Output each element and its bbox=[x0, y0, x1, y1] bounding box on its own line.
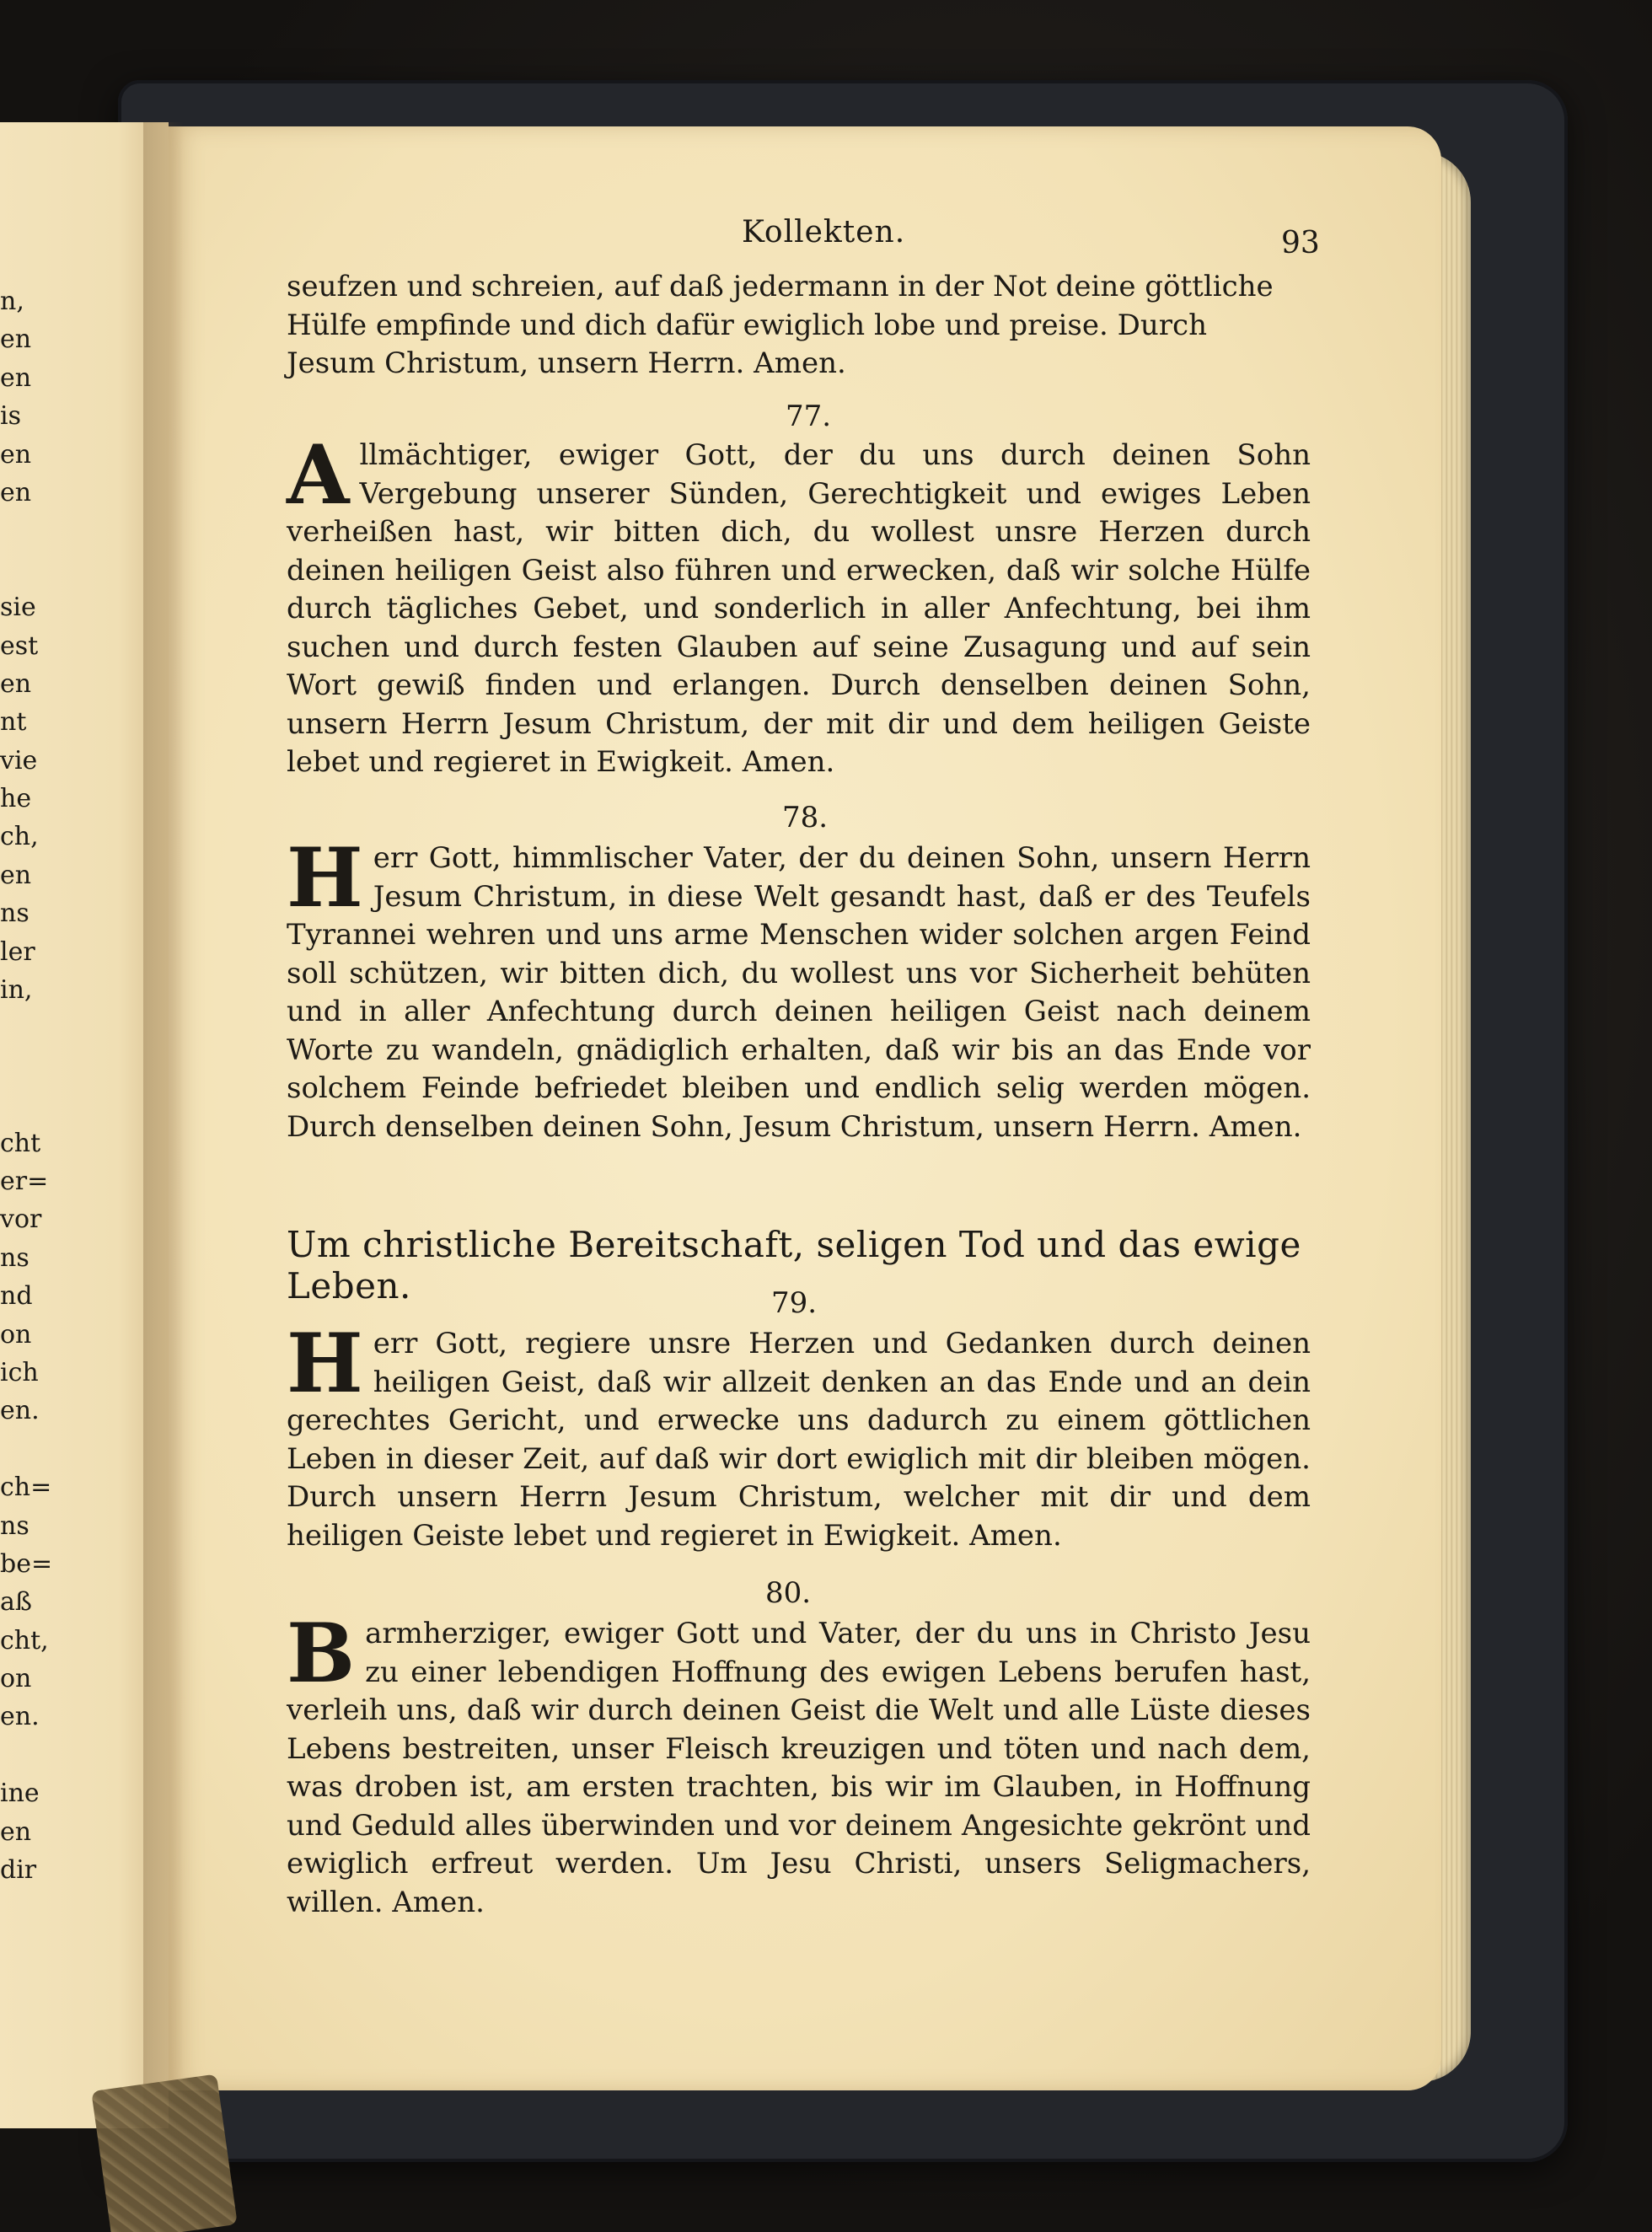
left-page-fragment bbox=[0, 550, 38, 588]
left-page-fragment: nt bbox=[0, 707, 27, 738]
left-page-fragment: be= bbox=[0, 1548, 53, 1579]
collect-text: armherziger, ewiger Gott und Vater, der du uns in Christo Jesu zu einer lebendigen Hoffnung des ewigen Lebens berufen hast, verleih uns, daß wir durch deinen Geist die Welt und alle Lüste dieses Lebens bestreiten, unser Fleisch kreuzigen und töten und nach dem, was droben ist, am ersten trachten, bis wir im Glauben, in Hoffnung und Geduld alles überwinden und vor deinem Angesichte gekrönt und ewiglich erfreut werden. Um Jesu Christi, unsers Seligmachers, willen. Amen. bbox=[287, 1617, 1311, 1919]
drop-cap: A bbox=[287, 427, 350, 523]
left-page-fragment: cht, bbox=[0, 1625, 49, 1655]
left-page-fragment: ich bbox=[0, 1357, 39, 1387]
left-page-text-fragments bbox=[0, 282, 53, 1889]
drop-cap: H bbox=[287, 830, 363, 926]
left-page-fragment: vor bbox=[0, 1205, 42, 1235]
left-page-fragment: dir bbox=[0, 1855, 37, 1886]
left-page-fragment: sie bbox=[0, 593, 36, 623]
collect-number: 78. bbox=[782, 801, 829, 834]
left-page-fragment: en bbox=[0, 439, 32, 469]
left-page-fragment: en bbox=[0, 1816, 32, 1847]
left-page-fragment: en bbox=[0, 860, 32, 890]
left-page-fragment: vie bbox=[0, 745, 38, 775]
left-page-fragment: in, bbox=[0, 975, 33, 1006]
drop-cap: B bbox=[287, 1606, 356, 1701]
left-page-fragment: ine bbox=[0, 1779, 40, 1809]
left-page-fragment: est bbox=[0, 630, 39, 661]
left-page-fragment: en bbox=[0, 325, 32, 355]
left-page-fragment: on bbox=[0, 1664, 32, 1694]
collect-80 bbox=[287, 1606, 1311, 1922]
left-page-fragment: is bbox=[0, 401, 21, 432]
left-page-fragment: ns bbox=[0, 899, 30, 929]
left-page-fragment: ch, bbox=[0, 822, 39, 852]
drop-cap: H bbox=[287, 1316, 363, 1411]
intro-line: Hülfe empfinde und dich dafür ewiglich lobe und preise. Durch bbox=[287, 308, 1207, 342]
collect-text: err Gott, regiere unsre Herzen und Gedanken durch deinen heiligen Geist, daß wir allzeit denken an das Ende und an dein gerechtes Gericht, und erwecke uns dadurch zu einem göttlichen Leben in dieser Zeit, auf daß wir dort ewiglich mit dir bleiben mögen. Durch unsern Herrn Jesum Christum, welcher mit dir und dem heiligen Geiste lebet und regieret in Ewigkeit. Amen. bbox=[287, 1327, 1311, 1553]
left-page-fragment: en bbox=[0, 668, 32, 699]
collect-79 bbox=[287, 1316, 1311, 1555]
page-number: 93 bbox=[1281, 226, 1320, 260]
left-page-fragment: en. bbox=[0, 1396, 40, 1426]
left-page-fragment bbox=[0, 1048, 38, 1086]
ribbon-bookmark bbox=[91, 2074, 238, 2232]
left-page-fragment: ch= bbox=[0, 1473, 52, 1503]
left-page-fragment: en bbox=[0, 477, 32, 507]
left-page-fragment bbox=[0, 1009, 38, 1047]
collect-number: 77. bbox=[786, 400, 832, 433]
left-page-fragment bbox=[0, 1736, 38, 1774]
gutter-shadow bbox=[143, 122, 194, 2128]
section-heading: Um christliche Bereitschaft, seligen Tod und das ewige Leben. bbox=[287, 1224, 1301, 1306]
intro-line: Jesum Christum, unsern Herrn. Amen. bbox=[287, 346, 846, 380]
left-page-fragment: n, bbox=[0, 287, 24, 316]
left-page-fragment: on bbox=[0, 1319, 32, 1349]
collect-77 bbox=[287, 427, 1311, 782]
intro-paragraph bbox=[287, 268, 1311, 384]
running-head: Kollekten. bbox=[742, 215, 906, 249]
left-page-fragment: ler bbox=[0, 936, 35, 967]
left-page-fragment: cht bbox=[0, 1128, 41, 1158]
left-page-fragment: nd bbox=[0, 1281, 33, 1312]
collect-number: 79. bbox=[771, 1286, 818, 1320]
collect-number: 80. bbox=[765, 1576, 812, 1610]
left-page-fragment: aß bbox=[0, 1587, 32, 1618]
left-page-fragment: en. bbox=[0, 1702, 40, 1732]
collect-78 bbox=[287, 830, 1311, 1146]
collect-text: err Gott, himmlischer Vater, der du deinen Sohn, unsern Herrn Jesum Christum, in diese Welt gesandt hast, daß er des Teufels Tyrannei wehren und uns arme Menschen wider solchen argen Feind soll schützen, wir bitten dich, du wollest uns vor Sicherheit behüten und in aller Anfechtung durch deinen heiligen Geist nach deinem Worte zu wandeln, gnädiglich erhalten, daß wir bis an das Ende vor solchem Feinde befriedet bleiben und endlich selig werden mögen. Durch denselben deinen Sohn, Jesum Christum, unsern Herrn. Amen. bbox=[287, 841, 1311, 1144]
left-page-fragment bbox=[0, 1086, 38, 1124]
left-page-fragment: en bbox=[0, 362, 32, 393]
left-page-fragment: ns bbox=[0, 1242, 30, 1273]
intro-line: seufzen und schreien, auf daß jedermann in der Not deine göttliche bbox=[287, 270, 1274, 303]
collect-text: llmächtiger, ewiger Gott, der du uns durch deinen Sohn Vergebung unserer Sünden, Gerechtigkeit und ewiges Leben verheißen hast, wir bitten dich, du wollest unsre Herzen durch deinen heiligen Geist also führen und erwecken, daß wir solche Hülfe durch tägliches Gebet, und sonderlich in aller Anfechtung, bei ihm suchen und durch festen Glauben auf seine Zusagung und auf sein Wort gewiß finden und erlangen. Durch denselben deinen Sohn, unsern Herrn Jesum Christum, der mit dir und dem heiligen Geiste lebet und regieret in Ewigkeit. Amen. bbox=[287, 438, 1311, 779]
left-page-fragment: ns bbox=[0, 1510, 30, 1541]
left-page-fragment: he bbox=[0, 784, 32, 814]
left-page-fragment bbox=[0, 1430, 38, 1468]
left-page-fragment bbox=[0, 512, 38, 550]
left-page-fragment: er= bbox=[0, 1166, 49, 1196]
